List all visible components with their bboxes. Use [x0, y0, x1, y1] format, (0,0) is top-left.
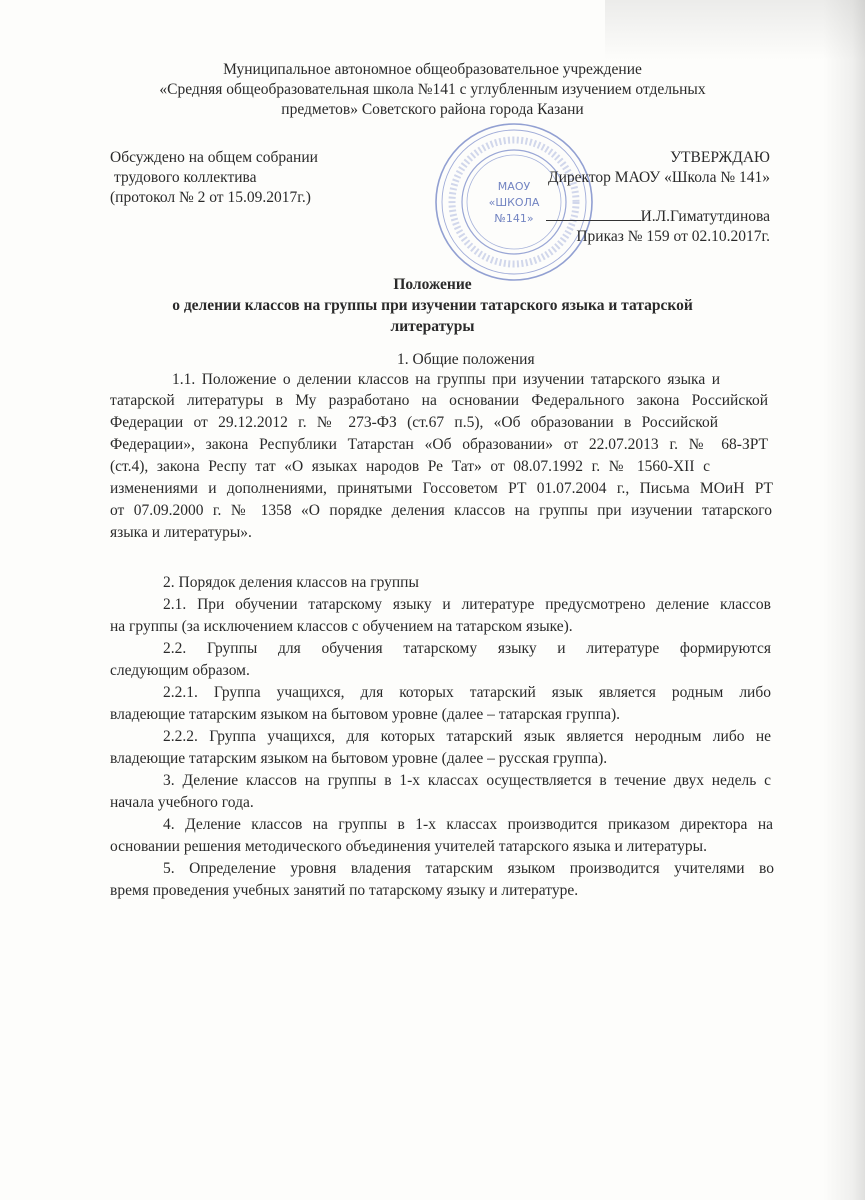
p5-line-1: 5. Определение уровня владения татарским языком производится учителями во: [163, 860, 774, 877]
title-line-1: Положение: [393, 276, 472, 293]
discussion-block: [110, 148, 410, 208]
section-2-heading: 2. Порядок деления классов на группы: [163, 574, 419, 591]
seal-center-line-2: «ШКОЛА: [488, 196, 540, 209]
p221-line-2: владеющие татарским языком на бытовом уровне (далее – татарская группа).: [110, 706, 620, 723]
p222-line-1: 2.2.2. Группа учащихся, для которых татарский язык является неродным либо не: [163, 728, 771, 745]
approval-block: [470, 148, 770, 247]
approval-director: Директор МАОУ «Школа № 141»: [548, 169, 770, 186]
p22-line-2: следующим образом.: [110, 662, 250, 679]
p5-line-2: время проведения учебных занятий по татарскому языку и литературе.: [110, 882, 579, 899]
section-1-line-6: изменениями и дополнениями, принятыми Госсоветом РТ 01.07.2004 г., Письма МОиН РТ: [110, 480, 773, 497]
header-line-1: Муниципальное автономное общеобразовательное учреждение: [223, 61, 642, 78]
section-1-heading: 1. Общие положения: [397, 351, 535, 368]
page-edge-shadow: [823, 0, 865, 1200]
header-line-3: предметов» Советского района города Казани: [281, 101, 584, 118]
discussion-line-1: Обсуждено на общем собрании: [110, 149, 318, 166]
section-1-line-1: 1.1. Положение о делении классов на группы при изучении татарского языка и: [172, 371, 720, 388]
header-line-2: «Средняя общеобразовательная школа №141 с углубленным изучением отдельных: [159, 81, 706, 98]
approval-signatory: [470, 206, 770, 227]
section-1-line-3: Федерации от 29.12.2012 г. № 273-ФЗ (ст.67 п.5), «Об образовании в Российской: [110, 414, 718, 431]
section-1-line-4: Федерации», закона Республики Татарстан «Об образовании» от 22.07.2013 г. № 68-ЗРТ: [110, 436, 768, 453]
discussion-line-2: трудового коллектива: [114, 169, 257, 186]
p3-line-2: начала учебного года.: [110, 794, 254, 811]
section-1-line-2: татарской литературы в Му разработано на основании Федерального закона Российской: [110, 392, 768, 409]
p3-line-1: 3. Деление классов на группы в 1-х классах осуществляется в течение двух недель с: [163, 772, 771, 789]
p221-line-1: 2.2.1. Группа учащихся, для которых татарский язык является родным либо: [163, 684, 771, 701]
approval-label: УТВЕРЖДАЮ: [670, 149, 770, 166]
section-1-line-5: (ст.4), закона Респу тат «О языках народов Ре Тат» от 08.07.1992 г. № 1560-XII с: [110, 458, 710, 475]
signature-line: [546, 206, 641, 221]
p222-line-2: владеющие татарским языком на бытовом уровне (далее – русская группа).: [110, 750, 608, 767]
p4-line-1: 4. Деление классов на группы в 1-х классах производится приказом директора на: [163, 816, 773, 833]
discussion-line-3: (протокол № 2 от 15.09.2017г.): [110, 189, 311, 206]
approval-order: Приказ № 159 от 02.10.2017г.: [576, 228, 770, 245]
p22-line-1: 2.2. Группы для обучения татарскому языку и литературе формируются: [163, 640, 771, 657]
section-1-line-8: языка и литературы».: [110, 524, 252, 541]
approval-name: И.Л.Гиматутдинова: [640, 208, 770, 225]
title-line-2: о делении классов на группы при изучении татарского языка и татарской: [172, 297, 693, 314]
p21-line-2: на группы (за исключением классов с обучением на татарском языке).: [110, 618, 573, 635]
title-line-3: литературы: [390, 318, 475, 335]
section-1-line-7: от 07.09.2000 г. № 1358 «О порядке деления классов на группы при изучении татарского: [110, 502, 772, 519]
seal-center-line-3: №141»: [494, 212, 534, 225]
p4-line-2: основании решения методического объединения учителей татарского языка и литературы.: [110, 838, 707, 855]
seal-center-line-1: МАОУ: [497, 180, 531, 193]
p21-line-1: 2.1. При обучении татарскому языку и литературе предусмотрено деление классов: [163, 596, 771, 613]
page-corner-shadow: [605, 0, 865, 60]
